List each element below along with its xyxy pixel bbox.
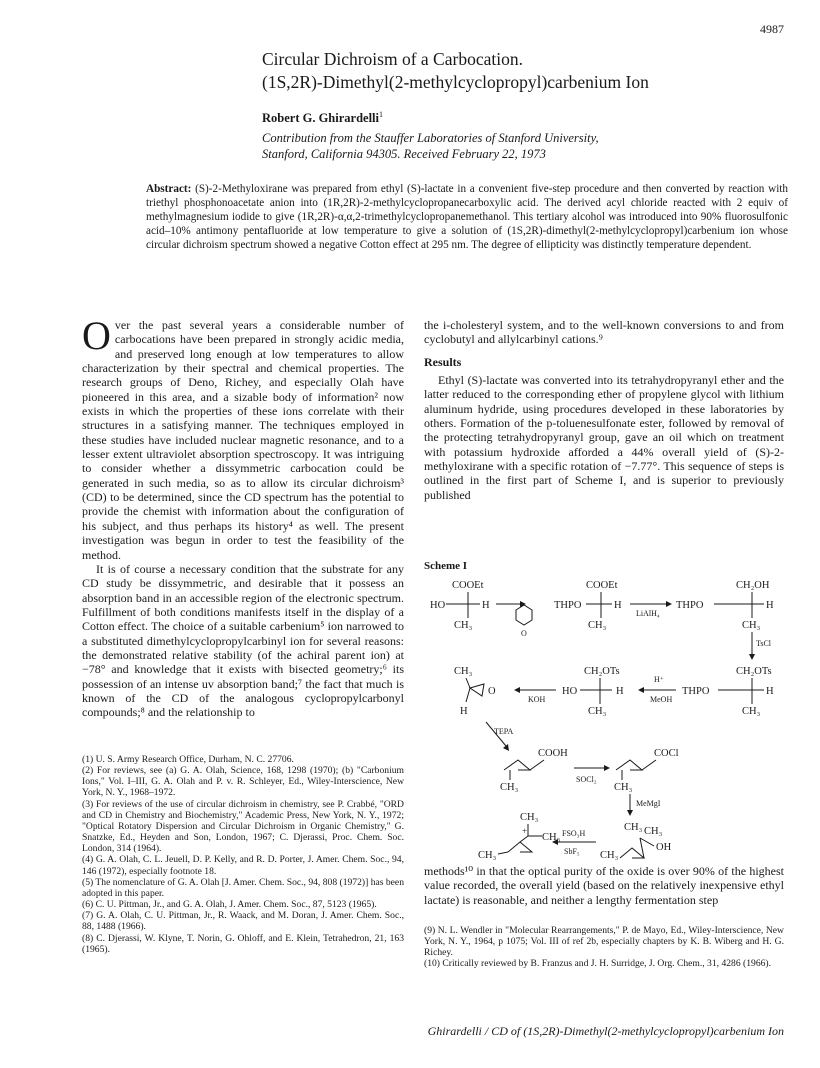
scheme-label-ch2ots-1: CH₂OTs [736,666,772,677]
footnote: (1) U. S. Army Research Office, Durham, N. C. 27706. [82,754,294,765]
results-heading: Results [424,354,462,369]
scheme-label-ch3-10: CH₃ [644,826,663,837]
scheme-label-ch2ots-2: CH₂OTs [584,666,620,677]
footnote: (9) N. L. Wendler in "Molecular Rearrangements," P. de Mayo, Ed., Wiley-Interscience, New York, N. Y., 1964, p 1075; Vol. III of ref 2b, especially chapters by K. B. Wiberg and H. G. Richey. [424,925,784,959]
scheme-label-thpo-3: THPO [682,686,710,697]
scheme-label-ch3-13: CH₃ [520,812,539,823]
affiliation [262,130,782,162]
page-number: 4987 [760,22,784,36]
affiliation-line-2: Stanford, California 94305. Received February 22, 1973 [262,147,546,161]
scheme-label-fso3h: FSO₃H [562,829,586,838]
footnotes-left [82,754,404,955]
drop-cap: O [82,313,111,358]
scheme-label-thpo-2: THPO [676,600,704,611]
footnote: (2) For reviews, see (a) G. A. Olah, Science, 168, 1298 (1970); (b) "Carbonium Ions," Vol. I–III, G. A. Olah and P. v. R. Schleyer, Ed., Wiley-Interscience, New York, N. Y., 1968–1972. [82,765,404,799]
left-column [82,313,404,720]
scheme-label-ho: HO [430,600,446,611]
scheme-label-h-3: H [766,600,774,611]
epoxide-ring [470,684,484,696]
scheme-label-tscl: TsCl [756,639,771,648]
scheme-label-ch2oh: CH₂OH [736,580,770,591]
scheme-label-ch3-9: CH₃ [624,822,643,833]
scheme-label-ch3-1: CH₃ [454,620,473,631]
author [262,110,383,126]
scheme-label-oh: OH [656,842,672,853]
article-title [262,48,782,94]
footnote: (4) G. A. Olah, C. L. Jeuell, D. P. Kelly, and R. D. Porter, J. Amer. Chem. Soc., 94, 146 (1972), especially footnote 18. [82,854,404,877]
results-paragraph-2: methods¹⁰ in that the optical purity of the oxide is over 90% of the highest value recorded, the overall yield (based on the relatively inexpensive ethyl lactate) is reasonable, and neither a lengthy fermentation step [424,864,784,907]
cyclopropane-chloride-ring [616,760,642,770]
title-line-2: (1S,2R)-Dimethyl(2-methylcyclopropyl)carbenium Ion [262,72,649,92]
scheme-label-ch3-5: CH₃ [588,706,607,717]
intro-paragraph-1: ver the past several years a considerable number of carbocations have been prepared in strongly acidic media, and preserved long enough at low temperatures to allow characterization by their spectral and chemical properties. The research groups of Deno, Richey, and especially Olah have pioneered in this area, and a sizable body of information² now exists in which the properties of these ions correlate with their structures in a satisfying manner. The techniques employed in these studies have included nuclear magnetic resonance, and to a lesser extent ultraviolet absorption spectroscopy. It was intriguing to consider whether a dissymmetric carbocation could be generated in such media, so as to allow its circular dichroism³ (CD) to be determined, since the CD spectrum has the potential to provide the chemist with information about the configuration of his subject, and thus perhaps its history⁴ as well. The present investigation was begun in order to test the feasibility of the method. [82,318,404,562]
footnote: (7) G. A. Olah, C. U. Pittman, Jr., R. Waack, and M. Doran, J. Amer. Chem. Soc., 88, 1488 (1966). [82,910,404,933]
scheme-label-hplus: H⁺ [654,675,664,684]
scheme-label-koh: KOH [528,695,546,704]
scheme-label-thpo-1: THPO [554,600,582,611]
affiliation-line-1: Contribution from the Stauffer Laboratories of Stanford University, [262,131,599,145]
scheme-label-h-1: H [482,600,490,611]
scheme-label-cooh: COOH [538,748,568,759]
cyclopropane-alcohol-ring [620,848,644,858]
scheme-label-o-epoxide: O [488,686,496,697]
footnote: (8) C. Djerassi, W. Klyne, T. Norin, G. Ohloff, and E. Klein, Tetrahedron, 21, 163 (1965). [82,932,404,955]
scheme-label-ch3-12: CH₃ [600,850,619,860]
scheme-label-ch3-8: CH₃ [614,782,633,793]
cyclopropane-acid-ring [504,760,530,770]
scheme-label-socl2: SOCl₂ [576,775,597,784]
scheme-label-ch3-2: CH₃ [588,620,607,631]
scheme-label-lialh4: LiAlH₄ [636,609,660,618]
footnote: (3) For reviews of the use of circular dichroism in chemistry, see P. Crabbé, "ORD and CD in Chemistry and Biochemistry," Academic Press, New York, N. Y., 1972; "Optical Rotatory Dispersion and Circular Dichroism in Organic Chemistry," G. Snatzke, Ed., Heyden and Son, London, 1967; C. Djerassi, Proc. Chem. Soc. London, 314 (1964). [82,798,404,855]
footnote: (6) C. U. Pittman, Jr., and G. A. Olah, J. Amer. Chem. Soc., 87, 5123 (1965). [82,899,377,911]
results-paragraph-1: Ethyl (S)-lactate was converted into its tetrahydropyranyl ether and the latter reduced to the corresponding ether of propylene glycol with lithium aluminum hydride, using procedures developed in these laboratories by others. Formation of the p-toluenesulfonate ester, followed by removal of the protecting tetrahydropyranyl group, gave an oil which on treatment with potassium hydroxide afforded a 44% overall yield of (S)-2-methyloxirane with a specific rotation of −7.77°. This sequence of steps is outlined in the first part of Scheme I, and is superior to previously published [424,373,784,502]
dihydropyran-ring [516,605,532,625]
scheme-label-h-4: H [766,686,774,697]
scheme-label-ch3-7: CH₃ [500,782,519,793]
scheme-label: Scheme I [424,560,468,572]
scheme-label-cooet-1: COOEt [452,580,484,591]
intro-paragraph-2: It is of course a necessary condition that the substrate for any CD study be dissymmetric, and desirable that it possess an absorption band in an accessible region of the electronic spectrum. Fulfillment of both conditions manifests itself in the display of a Cotton effect. The choice of a suitable carbenium⁵ ion narrowed to a substituted dimethylcyclopropylcarbinyl ion for several reasons: the demonstrated relative stability (of the achiral parent ion) at −78° and knowledge that it exists with bisected geometry;⁶ its possession of an intense uv absorption band;⁷ the fact that much is known of the CD of the analogous cyclopropylcarbonyl compounds;⁸ and the relationship to [82,561,404,720]
abstract [146,182,788,252]
abstract-text: (S)-2-Methyloxirane was prepared from ethyl (S)-lactate in a convenient five-step procedure and then converted by reaction with triethyl phosphonoacetate anion into (1R,2R)-2-methylcyclopropanecarboxylic acid. The derived acyl chloride reacted with 2 equiv of methylmagnesium iodide to give (1R,2R)-α,α,2-trimethylcyclopropanemethanol. This tertiary alcohol was introduced into 90% fluorosulfonic acid–10% antimony pentafluoride at low temperature to give a solution of (1S,2R)-dimethyl(2-methylcyclopropyl)carbenium ion whose circular dichroism spectrum showed a negative Cotton effect at 295 nm. The degree of ellipticity was distinctly temperature dependent. [146,183,789,252]
scheme-label-o: O [521,629,527,638]
scheme-label-ch3-11: CH₃ [478,850,497,860]
scheme-label-ch3-14: CH₃ [542,832,561,843]
scheme-label-h-2: H [614,600,622,611]
footnote: (5) The nomenclature of G. A. Olah [J. Amer. Chem. Soc., 94, 808 (1972)] has been adopted in this paper. [82,876,404,899]
scheme-label-ch3-3: CH₃ [742,620,761,631]
scheme-diagram [424,574,786,860]
scheme-label-h-5: H [616,686,624,697]
right-column [424,318,784,502]
abstract-label: Abstract: [146,183,192,195]
running-footer: Ghirardelli / CD of (1S,2R)-Dimethyl(2-methylcyclopropyl)carbenium Ion [427,1024,784,1038]
cyclopropane-cation-ring [508,842,532,852]
intro-paragraph-3: the i-cholesteryl system, and to the well-known conversions to and from cyclobutyl and allylcarbinyl cations.⁹ [424,318,784,347]
footnotes-right [424,925,784,970]
footnote: (10) Critically reviewed by B. Franzus and J. H. Surridge, J. Org. Chem., 31, 4286 (1966). [424,958,772,970]
scheme-label-h-6: H [460,706,468,717]
scheme-label-memgi: MeMgI [636,799,661,808]
scheme-label-meoh: MeOH [650,695,673,704]
scheme-label-ch3-6: CH₃ [454,666,473,677]
scheme-label-cooet-2: COOEt [586,580,618,591]
scheme-label-sbf5: SbF₅ [564,847,580,856]
scheme-label-plus: + [522,826,528,836]
title-line-1: Circular Dichroism of a Carbocation. [262,49,523,69]
author-footnote-mark: 1 [379,110,383,119]
scheme-label-ch3-4: CH₃ [742,706,761,717]
scheme-label-tepa: TEPA [494,727,514,736]
scheme-label-cocl: COCl [654,748,679,759]
author-name: Robert G. Ghirardelli [262,111,379,126]
scheme-label-ho-2: HO [562,686,578,697]
